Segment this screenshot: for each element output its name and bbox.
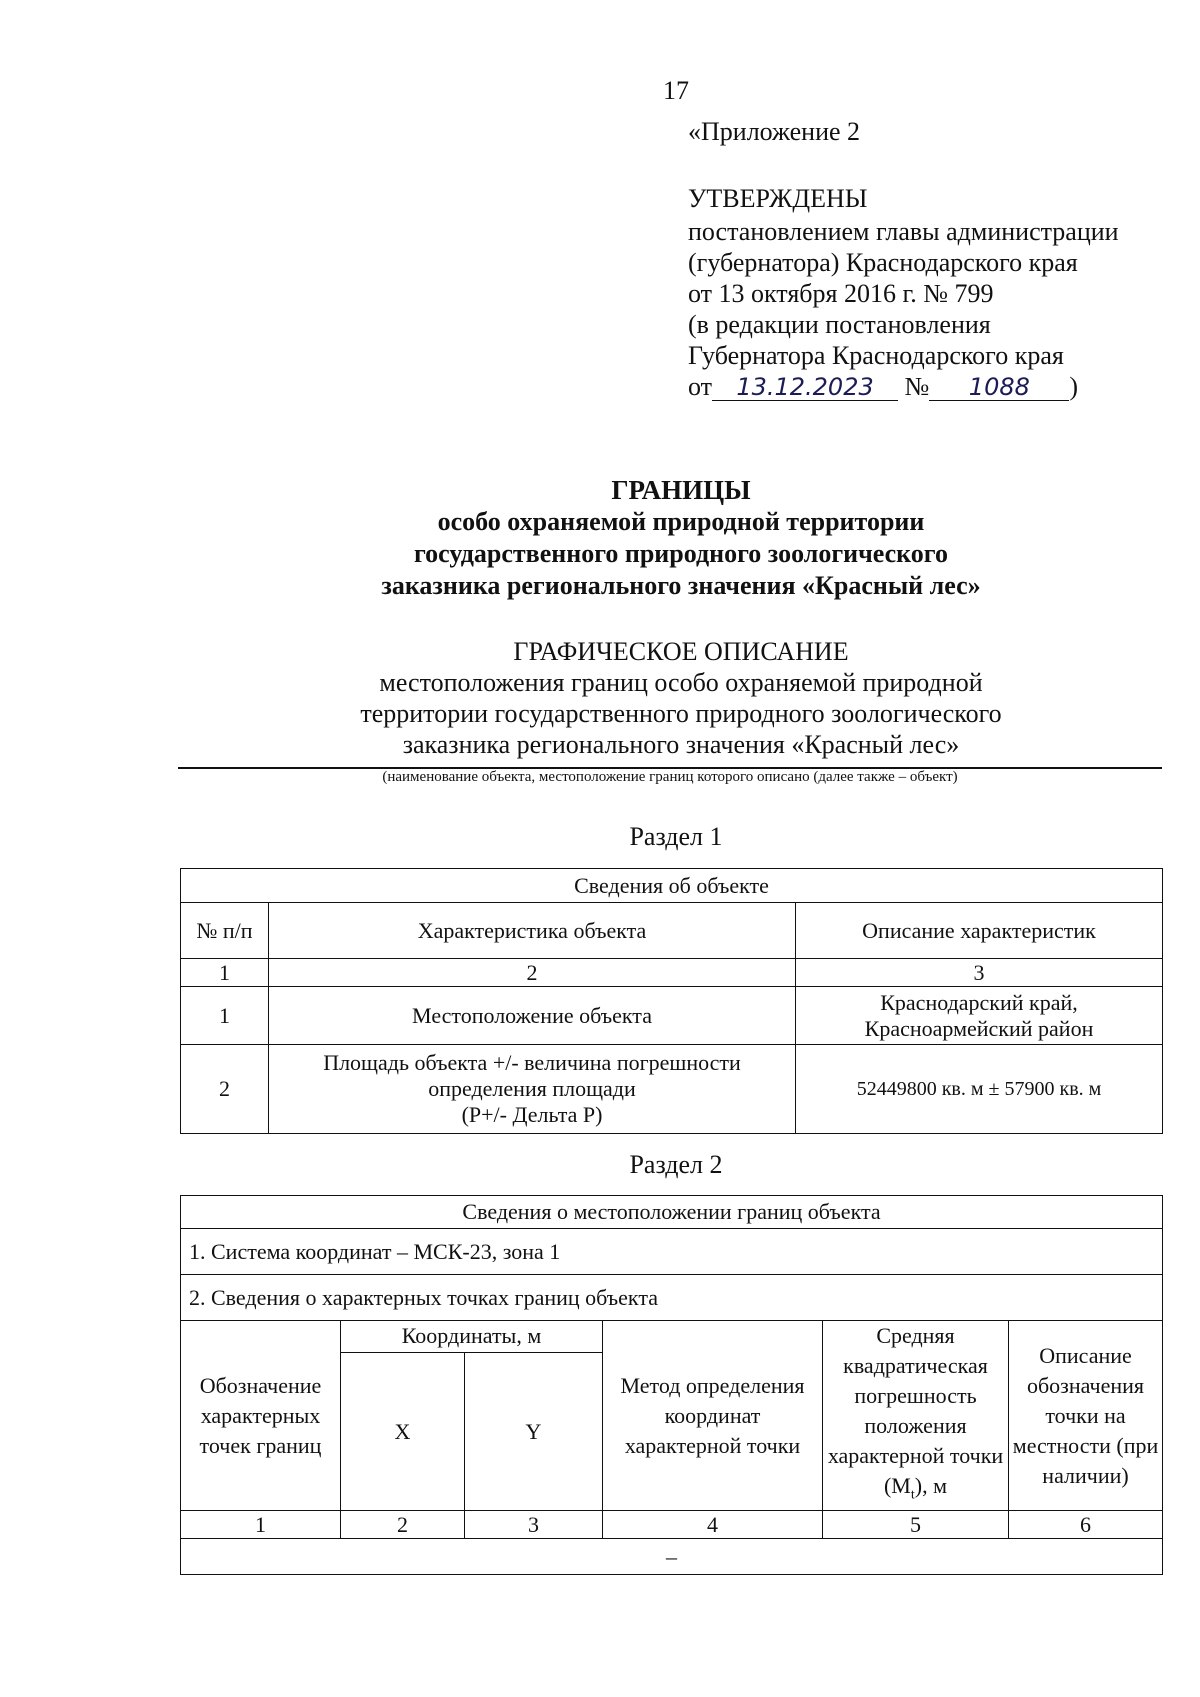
row-characteristic	[269, 1045, 796, 1134]
characteristic-line: Площадь объекта +/- величина погрешности	[323, 1050, 741, 1075]
handwritten-number: 1088	[929, 374, 1069, 401]
empty-row-dash: –	[181, 1539, 1163, 1575]
approval-line: (губернатора) Краснодарского края	[688, 248, 1078, 277]
from-prefix: от	[688, 372, 713, 401]
row-num: 1	[181, 987, 269, 1045]
row-characteristic: Местоположение объекта	[269, 987, 796, 1045]
header-error	[823, 1321, 1009, 1511]
characteristic-line: определения площади	[428, 1076, 636, 1101]
approval-line: от 13 октября 2016 г. № 799	[688, 279, 994, 308]
graphic-description	[130, 636, 1200, 760]
table-row	[181, 1045, 1163, 1134]
page-number: 17	[663, 76, 689, 105]
header-coordinates: Координаты, м	[341, 1321, 603, 1353]
object-info-table	[180, 868, 1163, 1134]
column-number: 2	[269, 959, 796, 987]
number-sign: №	[904, 372, 930, 401]
header-characteristic: Характеристика объекта	[269, 903, 796, 959]
document-title	[130, 474, 1200, 602]
row-description: 52449800 кв. м ± 57900 кв. м	[796, 1045, 1163, 1134]
row-description: Краснодарский край, Красноармейский район	[796, 987, 1163, 1045]
header-num: № п/п	[181, 903, 269, 959]
column-number: 1	[181, 959, 269, 987]
header-description: Описание характеристик	[796, 903, 1163, 959]
error-subscript: t	[910, 1487, 915, 1503]
title-main: ГРАНИЦЫ	[611, 475, 751, 505]
section2-label: Раздел 2	[629, 1150, 723, 1179]
appendix-label: «Приложение 2	[688, 117, 861, 146]
header-point-description: Описание обозначения точки на местности (при наличии)	[1009, 1321, 1163, 1511]
column-number: 4	[603, 1511, 823, 1539]
table-title: Сведения об объекте	[181, 869, 1163, 903]
column-number: 6	[1009, 1511, 1163, 1539]
closing-paren: )	[1069, 372, 1079, 401]
handwritten-date: 13.12.2023	[712, 374, 898, 401]
approval-line: (в редакции постановления	[688, 310, 991, 339]
column-number: 3	[796, 959, 1163, 987]
graphic-heading: ГРАФИЧЕСКОЕ ОПИСАНИЕ	[513, 637, 849, 666]
points-title: 2. Сведения о характерных точках границ объекта	[181, 1275, 1163, 1321]
table-title: Сведения о местоположении границ объекта	[181, 1196, 1163, 1229]
column-number: 1	[181, 1511, 341, 1539]
graphic-line: территории государственного природного зоологического	[360, 699, 1002, 728]
header-x: X	[341, 1352, 465, 1511]
column-number: 5	[823, 1511, 1009, 1539]
object-caption: (наименование объекта, местоположение границ которого описано (далее также – объект)	[382, 769, 958, 785]
characteristic-line: (P+/- Дельта P)	[461, 1102, 603, 1127]
error-text: Средняя квадратическая погрешность положения характерной точки (M	[827, 1323, 1004, 1498]
column-number: 3	[465, 1511, 603, 1539]
header-method: Метод определения координат характерной точки	[603, 1321, 823, 1511]
graphic-line: заказника регионального значения «Красный лес»	[402, 730, 960, 759]
title-line: заказника регионального значения «Красный лес»	[381, 571, 981, 600]
boundary-location-table	[180, 1195, 1163, 1575]
approval-title: УТВЕРЖДЕНЫ	[688, 184, 868, 213]
column-number: 2	[341, 1511, 465, 1539]
approval-block	[688, 183, 1119, 402]
header-designation: Обозначение характерных точек границ	[181, 1321, 341, 1511]
table-row	[181, 1539, 1163, 1575]
approval-line: Губернатора Краснодарского края	[688, 341, 1064, 370]
table-row	[181, 987, 1163, 1045]
graphic-line: местоположения границ особо охраняемой природной	[379, 668, 983, 697]
amendment-line	[688, 371, 1119, 402]
approval-line: постановлением главы администрации	[688, 217, 1119, 246]
header-y: Y	[465, 1352, 603, 1511]
coordinate-system: 1. Система координат – МСК-23, зона 1	[181, 1229, 1163, 1275]
error-tail: ), м	[914, 1473, 948, 1498]
title-line: государственного природного зоологического	[414, 539, 948, 568]
row-num: 2	[181, 1045, 269, 1134]
title-line: особо охраняемой природной территории	[437, 507, 925, 536]
section1-label: Раздел 1	[629, 822, 723, 851]
